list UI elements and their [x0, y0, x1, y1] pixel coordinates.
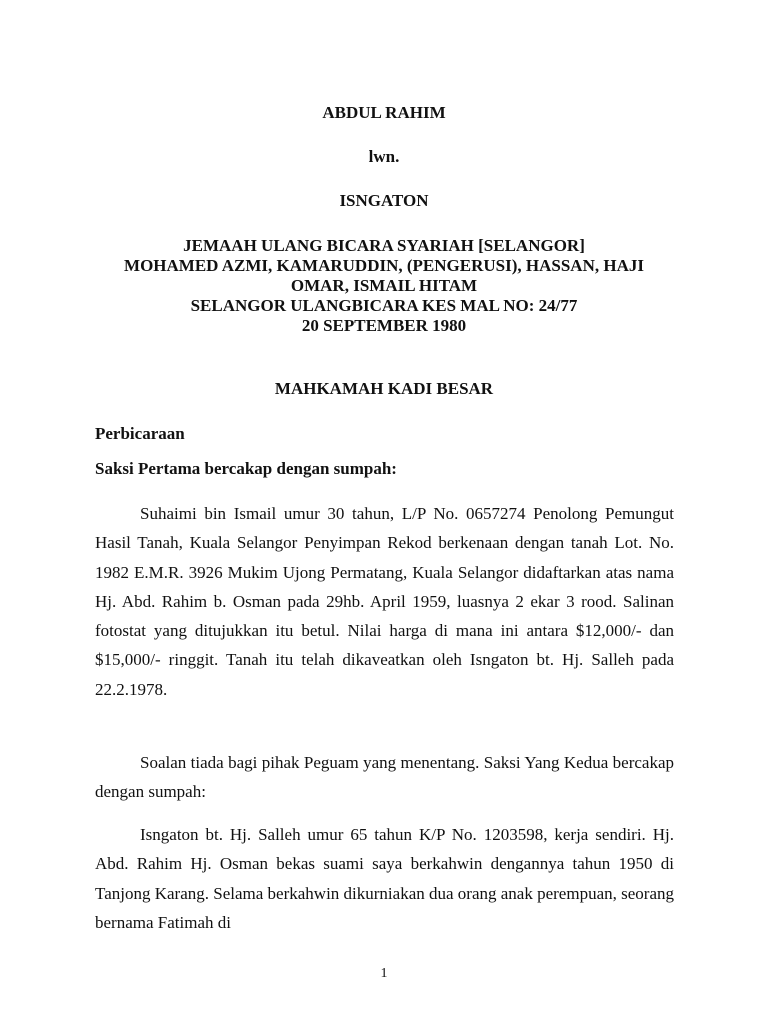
defendant-name: ISNGATON: [339, 191, 429, 210]
paragraph: Soalan tiada bagi pihak Peguam yang menentang. Saksi Yang Kedua bercakap dengan sumpah:: [95, 753, 674, 802]
page-number: 1: [380, 966, 388, 981]
case-details: [0, 236, 768, 336]
case-line-judges-continued: OMAR, ISMAIL HITAM: [290, 276, 478, 295]
court-heading: MAHKAMAH KADI BESAR: [274, 379, 494, 398]
case-line-tribunal: JEMAAH ULANG BICARA SYARIAH [SELANGOR]: [183, 236, 585, 255]
case-line-number: SELANGOR ULANGBICARA KES MAL NO: 24/77: [190, 296, 578, 315]
section-heading: Perbicaraan: [95, 424, 185, 443]
paragraph: Suhaimi bin Ismail umur 30 tahun, L/P No. 0657274 Penolong Pemungut Hasil Tanah, Kuala Selangor Penyimpan Rekod berkenaan dengan tanah Lot. No. 1982 E.M.R. 3926 Mukim Ujong Permatang, Kuala Selangor didaftarkan atas nama Hj. Abd. Rahim b. Osman pada 29hb. April 1959, luasnya 2 ekar 3 rood. Salinan fotostat yang ditujukkan itu betul. Nilai harga di mana ini antara $12,000/- dan $15,000/- ringgit. Tanah itu telah dikaveatkan oleh Isngaton bt. Hj. Salleh pada 22.2.1978.: [95, 504, 674, 699]
plaintiff-name: ABDUL RAHIM: [322, 103, 446, 122]
case-line-judges: MOHAMED AZMI, KAMARUDDIN, (PENGERUSI), HASSAN, HAJI: [124, 256, 644, 275]
versus-label: lwn.: [368, 147, 400, 166]
case-line-date: 20 SEPTEMBER 1980: [301, 316, 467, 335]
paragraph: Isngaton bt. Hj. Salleh umur 65 tahun K/P No. 1203598, kerja sendiri. Hj. Abd. Rahim Hj. Osman bekas suami saya berkahwin dengannya tahun 1950 di Tanjong Karang. Selama berkahwin dikurniakan dua orang anak perempuan, seorang bernama Fatimah di: [95, 825, 674, 932]
witness-heading: Saksi Pertama bercakap dengan sumpah:: [95, 459, 397, 478]
